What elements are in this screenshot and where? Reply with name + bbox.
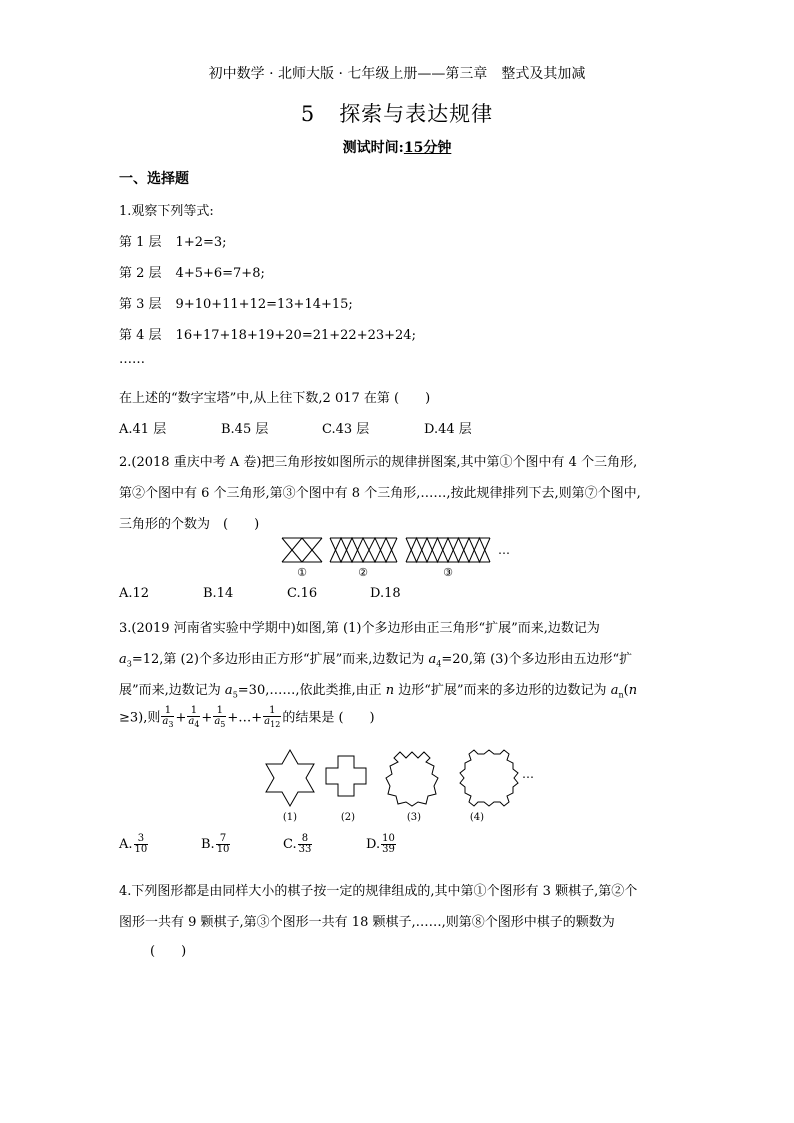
q3-option-d[interactable]: D. $\frac{10}{39}$ bbox=[366, 833, 395, 855]
test-time bbox=[0, 137, 794, 157]
q2-line-2: 第②个图中有 6 个三角形,第③个图中有 8 个三角形,……,按此规律排列下去,则第⑦个图中, bbox=[119, 486, 641, 501]
star-hexagram-shape bbox=[266, 750, 314, 806]
q1-option-c[interactable]: C.43 层 bbox=[322, 422, 370, 437]
q2-triangle-figure bbox=[278, 532, 518, 580]
cross-shape bbox=[326, 756, 366, 796]
triangle-pattern-3 bbox=[406, 538, 490, 562]
lesson-title bbox=[0, 98, 794, 128]
q3-line-2: $a_3=12$,第 (2)个多边形由正方形“扩展”而来,边数记为 $a_4=20$,第 (3)个多边形由五边形“扩 bbox=[119, 652, 633, 669]
q3-line-4: ≥3),则 $\frac{1}{a_3}$ + $\frac{1}{a_4}$ + $\frac{1}{a_5}$ +…+ $\frac{1}{a_{12}}$ 的结果是 ( ) bbox=[119, 705, 375, 729]
q1-layer-2 bbox=[119, 262, 265, 281]
q1-option-d[interactable]: D.44 层 bbox=[424, 422, 472, 437]
test-time-value: 15分钟 bbox=[403, 140, 452, 156]
triangle-pattern-1 bbox=[282, 538, 322, 562]
layer-label: 第 2 层 bbox=[119, 266, 162, 281]
q3-line-1: 3.(2019 河南省实验中学期中)如图,第 (1)个多边形由正三角形“扩展”而来,边数记为 bbox=[119, 621, 600, 636]
figure-label-4: (4) bbox=[469, 812, 485, 823]
layer-equation: 9+10+11+12=13+14+15; bbox=[175, 297, 353, 312]
q2-line-1: 2.(2018 重庆中考 A 卷)把三角形按如图所示的规律拼图案,其中第①个图中有 4 个三角形, bbox=[119, 455, 638, 470]
figure-label-3: ③ bbox=[443, 566, 453, 579]
figure-ellipsis: … bbox=[498, 543, 510, 557]
q1-layer-3 bbox=[119, 293, 353, 312]
figure-label-2: ② bbox=[358, 566, 368, 579]
q3-option-b[interactable]: B. $\frac{7}{10}$ bbox=[201, 833, 230, 855]
q2-line-3: 三角形的个数为 ( ) bbox=[119, 517, 260, 532]
q1-intro: 1.观察下列等式: bbox=[119, 204, 214, 219]
q4-line-3: ( ) bbox=[150, 944, 187, 959]
q3-option-a[interactable]: A. $\frac{3}{10}$ bbox=[119, 833, 148, 855]
q2-option-a[interactable]: A.12 bbox=[119, 586, 150, 601]
q4-line-1: 4.下列图形都是由同样大小的棋子按一定的规律组成的,其中第①个图形有 3 颗棋子,第②个 bbox=[119, 884, 638, 899]
lesson-number: 5 bbox=[300, 102, 316, 126]
lesson-title-text: 探索与表达规律 bbox=[339, 102, 494, 126]
layer-label: 第 1 层 bbox=[119, 235, 162, 250]
q1-ellipsis: …… bbox=[119, 352, 145, 367]
q3-option-c[interactable]: C. $\frac{8}{33}$ bbox=[283, 833, 312, 855]
page-header: 初中数学 · 北师大版 · 七年级上册——第三章 整式及其加减 bbox=[208, 66, 586, 82]
fraction: $\frac{1}{a_4}$ bbox=[188, 705, 200, 729]
expanded-pentagon-shape bbox=[386, 752, 438, 806]
q4-line-2: 图形一共有 9 颗棋子,第③个图形一共有 18 颗棋子,……,则第⑧个图形中棋子的颗数为 bbox=[119, 915, 615, 930]
q3-polygon-figure bbox=[262, 746, 542, 826]
q1-question: 在上述的“数字宝塔”中,从上往下数,2 017 在第 ( ) bbox=[119, 391, 431, 406]
layer-label: 第 3 层 bbox=[119, 297, 162, 312]
q3-line-3: 展”而来,边数记为 $a_5=30,\dots\dots$,依此类推,由正 n 边形“扩展”而来的多边形的边数记为 $a_n(n$ bbox=[119, 683, 638, 700]
expanded-hexagon-shape bbox=[460, 750, 518, 806]
section-title: 一、选择题 bbox=[119, 171, 189, 187]
fraction: $\frac{1}{a_3}$ bbox=[162, 705, 174, 729]
fraction: $\frac{1}{a_{12}}$ bbox=[264, 705, 281, 729]
q2-option-b[interactable]: B.14 bbox=[203, 586, 234, 601]
q1-option-b[interactable]: B.45 层 bbox=[221, 422, 269, 437]
figure-label-1: ① bbox=[297, 566, 307, 579]
figure-label-3: (3) bbox=[406, 812, 422, 823]
q2-option-c[interactable]: C.16 bbox=[287, 586, 318, 601]
test-time-label: 测试时间: bbox=[342, 140, 404, 156]
layer-label: 第 4 层 bbox=[119, 328, 162, 343]
q2-option-d[interactable]: D.18 bbox=[370, 586, 401, 601]
triangle-pattern-2 bbox=[330, 538, 397, 562]
figure-label-2: (2) bbox=[340, 812, 356, 823]
layer-equation: 1+2=3; bbox=[175, 235, 227, 250]
layer-equation: 4+5+6=7+8; bbox=[175, 266, 265, 281]
layer-equation: 16+17+18+19+20=21+22+23+24; bbox=[175, 328, 416, 343]
q1-layer-4 bbox=[119, 324, 416, 343]
figure-ellipsis: … bbox=[522, 767, 534, 781]
figure-label-1: (1) bbox=[282, 812, 298, 823]
q1-layer-1 bbox=[119, 231, 227, 250]
q1-option-a[interactable]: A.41 层 bbox=[119, 422, 167, 437]
fraction: $\frac{1}{a_5}$ bbox=[214, 705, 226, 729]
